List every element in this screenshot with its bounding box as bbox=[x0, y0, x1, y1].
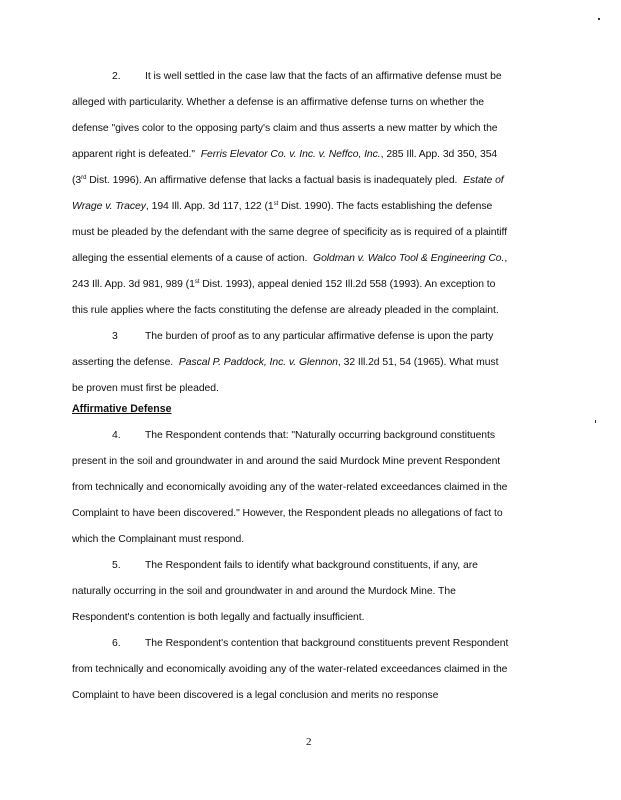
paragraph-number: 5. bbox=[112, 560, 121, 571]
text-line: defense "gives color to the opposing party's claim and thus asserts a new matter by which the bbox=[72, 123, 498, 134]
page-number: 2 bbox=[306, 736, 312, 748]
case-citation: Wrage v. Tracey bbox=[72, 201, 146, 212]
text-line: apparent right is defeated." Ferris Elevator Co. v. Inc. v. Neffco, Inc., 285 Ill. App. 3d 350, 354 bbox=[72, 149, 498, 160]
paragraph-number: 2. bbox=[112, 71, 121, 82]
case-citation: Goldman v. Walco Tool & Engineering Co. bbox=[313, 253, 505, 264]
text-line: (3rd Dist. 1996). An affirmative defense that lacks a factual basis is inadequately pled. Estate of bbox=[72, 175, 504, 186]
text-line: 243 Ill. App. 3d 981, 989 (1st Dist. 1993), appeal denied 152 Ill.2d 558 (1993). An exception to bbox=[72, 279, 496, 290]
text-line: alleged with particularity. Whether a defense is an affirmative defense turns on whether the bbox=[72, 97, 485, 108]
text-line: Complaint to have been discovered is a legal conclusion and merits no response bbox=[72, 690, 439, 701]
text-line: The Respondent fails to identify what background constituents, if any, are bbox=[145, 560, 478, 571]
scan-speck bbox=[595, 420, 596, 423]
text-line: It is well settled in the case law that the facts of an affirmative defense must be bbox=[145, 71, 502, 82]
case-citation: Pascal P. Paddock, Inc. v. Glennon bbox=[178, 357, 338, 368]
text-line: from technically and economically avoiding any of the water-related exceedances claimed in the bbox=[72, 482, 508, 493]
section-heading: Affirmative Defense bbox=[72, 403, 172, 415]
text-line: present in the soil and groundwater in and around the said Murdock Mine prevent Respondent bbox=[72, 456, 501, 467]
text-line: The burden of proof as to any particular affirmative defense is upon the party bbox=[145, 331, 494, 342]
text-line: Complaint to have been discovered." However, the Respondent pleads no allegations of fact to bbox=[72, 508, 503, 519]
text-line: this rule applies where the facts constituting the defense are already pleaded in the complaint. bbox=[72, 305, 499, 316]
text-line: naturally occurring in the soil and groundwater in and around the Murdock Mine. The bbox=[72, 586, 456, 597]
text-line: asserting the defense. Pascal P. Paddock, Inc. v. Glennon, 32 Ill.2d 51, 54 (1965). What must bbox=[72, 357, 499, 368]
case-citation: Estate of bbox=[463, 175, 504, 186]
text-line: The Respondent's contention that background constituents prevent Respondent bbox=[145, 638, 509, 649]
paragraph-number: 3 bbox=[112, 331, 118, 342]
text-line: must be pleaded by the defendant with the same degree of specificity as is required of a plaintiff bbox=[72, 227, 508, 238]
text-line: The Respondent contends that: "Naturally occurring background constituents bbox=[145, 430, 496, 441]
text-line: Respondent's contention is both legally and factually insufficient. bbox=[72, 612, 365, 623]
text-line: from technically and economically avoiding any of the water-related exceedances claimed in the bbox=[72, 664, 508, 675]
case-citation: Ferris Elevator Co. v. Inc. v. Neffco, Inc. bbox=[200, 149, 381, 160]
text-line: which the Complainant must respond. bbox=[72, 534, 245, 545]
scan-speck bbox=[598, 18, 600, 20]
paragraph-number: 6. bbox=[112, 638, 121, 649]
paragraph-number: 4. bbox=[112, 430, 121, 441]
text-line: be proven must first be pleaded. bbox=[72, 383, 219, 394]
text-line: Wrage v. Tracey, 194 Ill. App. 3d 117, 122 (1st Dist. 1990). The facts establishing the defense bbox=[72, 201, 493, 212]
text-line: alleging the essential elements of a cause of action. Goldman v. Walco Tool & Engineering Co., bbox=[72, 253, 508, 264]
